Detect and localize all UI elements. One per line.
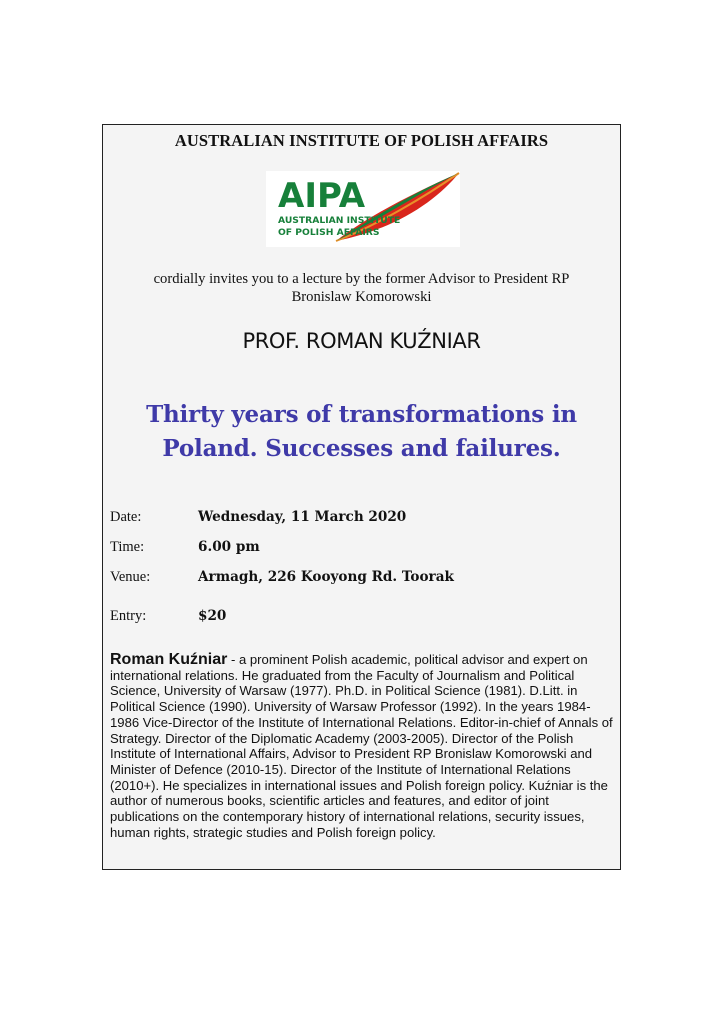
- invitation-line2: Bronislaw Komorowski: [291, 289, 432, 305]
- bio-name: Roman Kuźniar: [110, 651, 228, 668]
- invitation-text: [111, 270, 612, 306]
- invitation-line1: cordially invites you to a lecture by the former Advisor to President RP: [153, 271, 570, 287]
- org-title: AUSTRALIAN INSTITUTE OF POLISH AFFAIRS: [174, 131, 549, 150]
- venue-value: Armagh, 226 Kooyong Rd. Toorak: [198, 569, 454, 585]
- time-value: 6.00 pm: [198, 539, 260, 555]
- lecture-title-line1: Thirty years of transformations in: [146, 401, 577, 428]
- flyer-frame: [102, 124, 621, 870]
- entry-value: $20: [198, 608, 227, 624]
- time-label: Time:: [110, 539, 145, 555]
- entry-label: Entry:: [110, 608, 147, 624]
- aipa-logo: [266, 171, 460, 247]
- logo-wordmark: AIPA: [278, 176, 366, 216]
- speaker-bio: [110, 652, 615, 840]
- venue-label: Venue:: [110, 569, 151, 585]
- logo-line1: AUSTRALIAN INSTITUTE: [278, 215, 401, 226]
- aipa-logo-graphic: [266, 171, 460, 247]
- date-value: Wednesday, 11 March 2020: [198, 509, 407, 525]
- speaker-name: PROF. ROMAN KUŹNIAR: [242, 329, 481, 353]
- bio-text: - a prominent Polish academic, political advisor and expert on international relations. He graduated from the Faculty of Journalism and Political Science, University of Warsaw (1977). Ph.D. in Political Science (1981). D.Litt. in Political Science (1990). University of Warsaw Professor (1992). In the years 1984-1986 Vice-Director of the Institute of International Relations. Editor-in-chief of Annals of Strategy. Director of the Diplomatic Academy (2003-2005). Director of the Polish Institute of International Affairs, Advisor to President RP Bronislaw Komorowski and Minister of Defence (2010-15). Director of the Institute of International Relations (2010+). He specializes in international issues and Polish foreign policy. Kuźniar is the author of numerous books, scientific articles and features, and editor of joint publications on the contemporary history of international relations, security issues, human rights, strategic studies and Polish foreign policy.: [110, 652, 613, 840]
- logo-line2: OF POLISH AFFAIRS: [278, 227, 380, 238]
- date-label: Date:: [110, 509, 142, 525]
- lecture-title-line2: Poland. Successes and failures.: [162, 435, 561, 462]
- lecture-title: [103, 398, 620, 466]
